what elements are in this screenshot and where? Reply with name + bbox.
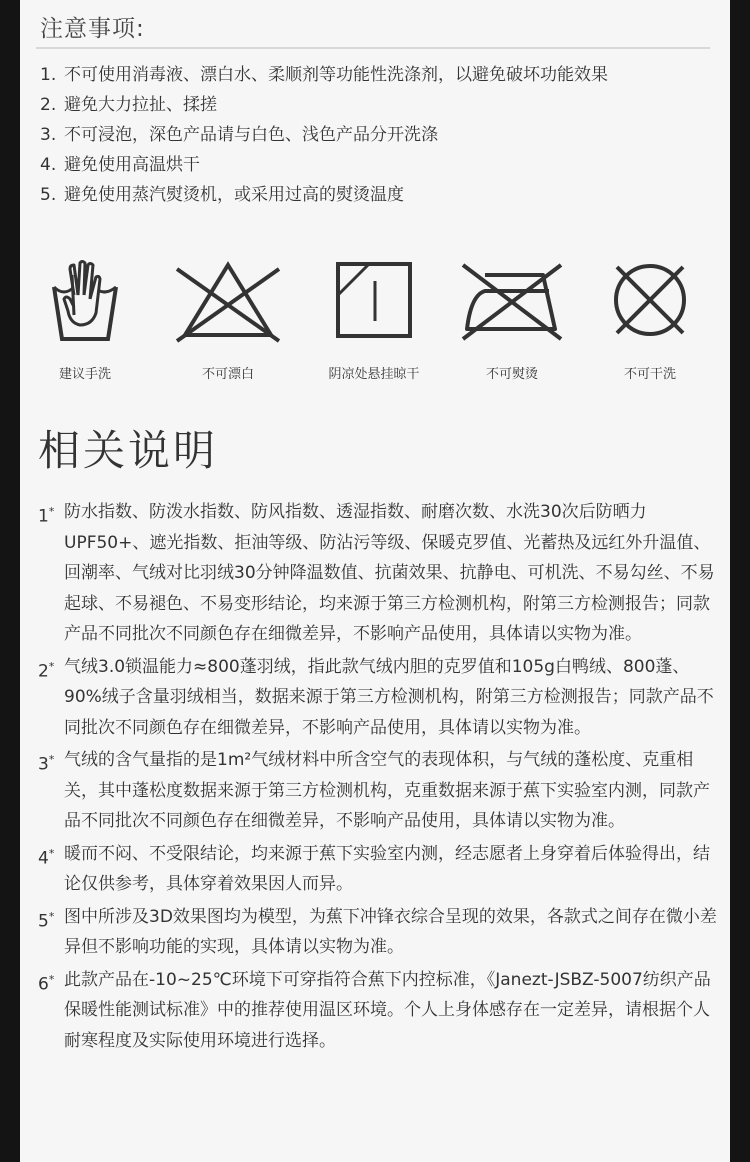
- page-card: [20, 0, 730, 1162]
- note-item: 6* 此款产品在-10~25℃环境下可穿指符合蕉下内控标准，《Janezt-JSBZ-5007纺织产品保暖性能测试标准》中的推荐使用温区环境。个人上身体感存在一定差异，请根据个人耐寒程度及实际使用环境进行选择。: [38, 965, 718, 1057]
- notice-title: 注意事项:: [40, 16, 145, 42]
- note-item: 3* 气绒的含气量指的是1m²气绒材料中所含空气的表现体积，与气绒的蓬松度、克重相关，其中蓬松度数据来源于第三方检测机构，克重数据来源于蕉下实验室内测，同款产品不同批次不同颜色存在细微差异，不影响产品使用，具体请以实物为准。: [38, 745, 718, 837]
- divider: [36, 47, 710, 49]
- list-item: 2. 避免大力拉扯、揉搓: [40, 95, 217, 115]
- list-item: 5. 避免使用蒸汽熨烫机，或采用过高的熨烫温度: [40, 185, 404, 205]
- care-item: [304, 255, 444, 382]
- line-dry-shade-icon: [329, 255, 419, 345]
- note-number: 1*: [38, 505, 55, 527]
- care-item: [158, 255, 298, 382]
- note-number: 4*: [38, 846, 55, 869]
- note-item: 5* 图中所涉及3D效果图均为模型，为蕉下冲锋衣综合呈现的效果，各款式之间存在微小差异但不影响功能的实现，具体请以实物为准。: [38, 902, 718, 963]
- care-label: 不可熨烫: [485, 367, 538, 382]
- care-item: [580, 255, 720, 382]
- notice-list: [40, 60, 608, 210]
- list-item: 3. 不可浸泡，深色产品请与白色、浅色产品分开洗涤: [40, 125, 438, 145]
- care-label: 不可干洗: [623, 367, 676, 382]
- care-label: 阴凉处悬挂晾干: [328, 367, 420, 382]
- care-icons: [20, 255, 730, 385]
- note-item: 2* 气绒3.0锁温能力≈800蓬羽绒，指此款气绒内胆的克罗值和105g白鸭绒、800蓬、90%绒子含量羽绒相当，数据来源于第三方检测机构，附第三方检测报告；同款产品不同批次不同颜色存在细微差异，不影响产品使用，具体请以实物为准。: [38, 652, 718, 744]
- hand-wash-icon: [40, 255, 130, 345]
- note-number: 2*: [38, 659, 55, 682]
- care-label: 不可漂白: [201, 367, 254, 382]
- note-item: 1* 防水指数、防泼水指数、防风指数、透湿指数、耐磨次数、水洗30次后防晒力UPF50+、遮光指数、拒油等级、防沾污等级、保暖克罗值、光蓄热及远红外升温值、回潮率、气绒对比羽绒30分钟降温数值、抗菌效果、抗静电、可机洗、不易勾丝、不易起球、不易褪色、不易变形结论，均来源于第三方检测机构，附第三方检测报告；同款产品不同批次不同颜色存在细微差异，不影响产品使用，具体请以实物为准。: [38, 497, 718, 650]
- note-number: 6*: [38, 972, 55, 995]
- care-item: [442, 255, 582, 382]
- list-item: 1. 不可使用消毒液、漂白水、柔顺剂等功能性洗涤剂，以避免破坏功能效果: [40, 65, 608, 85]
- notes-list: [38, 497, 718, 1058]
- no-bleach-icon: [171, 255, 285, 345]
- care-item: [15, 255, 155, 382]
- note-number: 5*: [38, 909, 55, 932]
- note-number: 3*: [38, 753, 55, 775]
- no-iron-icon: [457, 255, 567, 345]
- note-item: 4* 暖而不闷、不受限结论，均来源于蕉下实验室内测，经志愿者上身穿着后体验得出，结论仅供参考，具体穿着效果因人而异。: [38, 839, 718, 900]
- no-dry-clean-icon: [605, 255, 695, 345]
- list-item: 4. 避免使用高温烘干: [40, 155, 200, 175]
- care-label: 建议手洗: [58, 367, 111, 382]
- section-title: 相关说明: [38, 426, 219, 475]
